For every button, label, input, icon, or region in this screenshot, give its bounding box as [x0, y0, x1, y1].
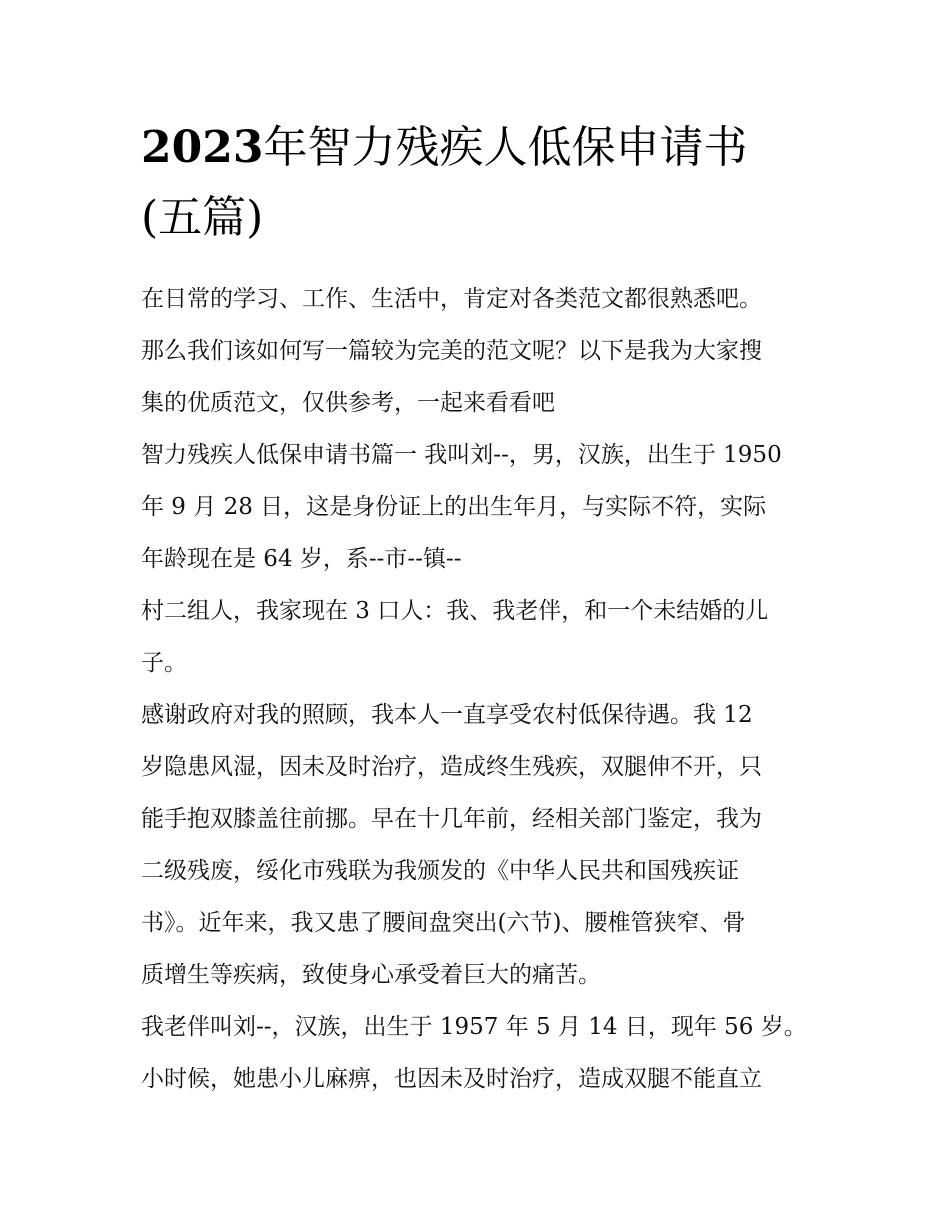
text-line: 我老伴叫刘--，汉族，出生于 1957 年 5 月 14 日，现年 56 岁。 [141, 1014, 807, 1040]
text-line: 能手抱双膝盖往前挪。早在十几年前，经相关部门鉴定，我为 [141, 806, 762, 832]
text-line: 子。 [141, 650, 187, 676]
text-line: 感谢政府对我的照顾，我本人一直享受农村低保待遇。我 12 [141, 702, 753, 728]
text-line: 年龄现在是 64 岁，系--市--镇-- [141, 546, 462, 572]
title-line-1 [141, 122, 747, 173]
text-line: 年 9 月 28 日，这是身份证上的出生年月，与实际不符，实际 [141, 494, 767, 520]
text-line: 二级残废，绥化市残联为我颁发的《中华人民共和国残疾证 [141, 858, 739, 884]
text-line: 智力残疾人低保申请书篇一 我叫刘--，男，汉族，出生于 1950 [141, 442, 782, 468]
text-line: 质增生等疾病，致使身心承受着巨大的痛苦。 [141, 962, 601, 988]
document-body [141, 273, 821, 1105]
text-line: 村二组人，我家现在 3 口人：我、我老伴，和一个未结婚的儿 [141, 598, 769, 624]
document-title [141, 113, 821, 253]
title-text: 年智力残疾人低保申请书 [263, 122, 748, 173]
title-line-2: (五篇) [141, 192, 264, 243]
text-line: 岁隐患风湿，因未及时治疗，造成终生残疾，双腿伸不开，只 [141, 754, 762, 780]
text-line: 书》。近年来，我又患了腰间盘突出(六节)、腰椎管狭窄、骨 [141, 910, 746, 936]
text-line: 小时候，她患小儿麻痹，也因未及时治疗，造成双腿不能直立 [141, 1066, 762, 1092]
text-line: 那么我们该如何写一篇较为完美的范文呢？以下是我为大家搜 [141, 338, 762, 364]
text-line: 在日常的学习、工作、生活中，肯定对各类范文都很熟悉吧。 [141, 286, 762, 312]
text-line: 集的优质范文，仅供参考，一起来看看吧 [141, 390, 555, 416]
title-year: 2023 [141, 122, 264, 173]
